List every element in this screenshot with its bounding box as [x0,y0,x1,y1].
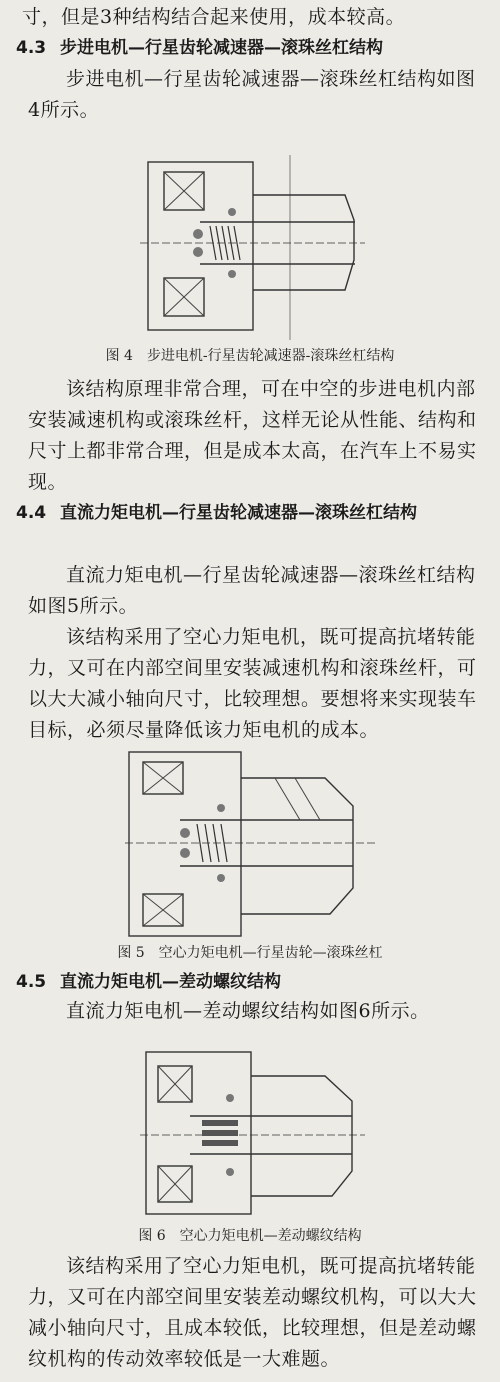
figure-caption-text: 步进电机-行星齿轮减速器-滚珠丝杠结构 [146,348,395,364]
section-intro: 直流力矩电机—差动螺纹结构如图6所示。 [66,1000,430,1022]
figure-label: 图 5 [117,945,145,961]
figure-label: 图 6 [138,1228,166,1244]
section-body: 该结构原理非常合理，可在中空的步进电机内部安装减速机构或滚珠丝杆，这样无论从性能、结构和尺寸上都非常合理，但是成本太高，在汽车上不易实现。 [28,378,477,493]
section-number: 4.4 [16,503,47,523]
figure-caption-text: 空心力矩电机—差动螺纹结构 [179,1228,362,1244]
section-heading-4-5 [16,967,486,998]
continuation-text: 寸，但是3种结构结合起来使用，成本较高。 [22,6,406,28]
section-number: 4.3 [16,38,47,58]
section-heading-4-3 [16,33,486,64]
section-body: 该结构采用了空心力矩电机，既可提高抗堵转能力，又可在内部空间里安装减速机构和滚珠丝杆，可以大大减小轴向尺寸，比较理想。要想将来实现装车目标，必须尽量降低该力矩电机的成本。 [28,626,477,741]
section-title: 直流力矩电机—行星齿轮减速器—滚珠丝杠结构 [60,503,417,523]
section-intro: 步进电机—行星齿轮减速器—滚珠丝杠结构如图4所示。 [28,68,476,121]
figure-6-caption [0,1226,500,1246]
figure-5-caption [0,943,500,963]
figure-4-caption [0,346,500,366]
section-heading-4-4 [16,498,486,529]
figure-4-drawing [140,150,365,345]
figure-caption-text: 空心力矩电机—行星齿轮—滚珠丝杠 [158,945,383,961]
section-title: 直流力矩电机—差动螺纹结构 [60,972,281,992]
figure-label: 图 4 [105,348,133,364]
figure-6-drawing [140,1046,365,1221]
section-intro: 直流力矩电机—行星齿轮减速器—滚珠丝杠结构如图5所示。 [28,564,476,617]
section-title: 步进电机—行星齿轮减速器—滚珠丝杠结构 [60,38,383,58]
figure-5-drawing [125,748,375,943]
section-body: 该结构采用了空心力矩电机，既可提高抗堵转能力，又可在内部空间里安装差动螺纹机构，可以大大减小轴向尺寸，且成本较低，比较理想，但是差动螺纹机构的传动效率较低是一大难题。 [28,1255,477,1370]
section-number: 4.5 [16,972,47,992]
